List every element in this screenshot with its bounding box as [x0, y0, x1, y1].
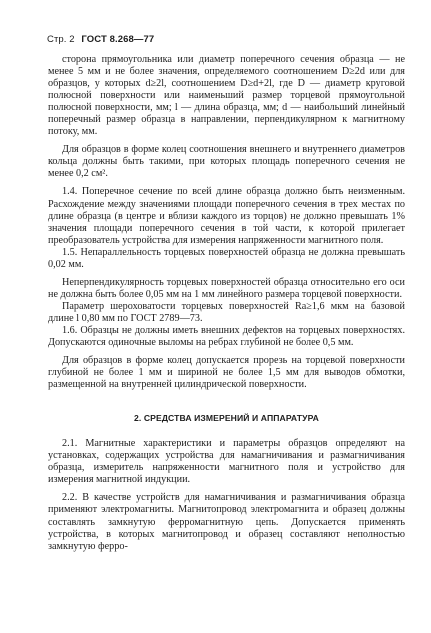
paragraph-1-4: 1.4. Поперечное сечение по всей длине образца должно быть неизменным. Расхождение между значениями площади поперечного сечения в трех местах по длине образца (в центре и вблизи каждого из торцов) не должно превышать 1% значения площади поперечного сечения в той части, к которой прилегает преобразователь устройства для измерения напряженности магнитного поля. — [48, 186, 405, 246]
paragraph-ring-samples: Для образцов в форме колец соотношения внешнего и внутреннего диаметров кольца должны быть такими, при которых площадь поперечного сечения не менее 0,2 см². — [48, 144, 405, 180]
paragraph-2-1: 2.1. Магнитные характеристики и параметры образцов определяют на установках, содержащих устройства для намагничивания и размагничивания образца, измеритель напряженности магнитного поля и устройство для измерения магнитной индукции. — [48, 438, 405, 486]
page-header — [47, 34, 405, 45]
page-number: Стр. 2 — [47, 34, 75, 45]
paragraph-2-2: 2.2. В качестве устройств для намагничивания и размагничивания образца применяют электромагниты. Магнитопровод электромагнита и образец должны составлять замкнутую ферромагнитную цепь. Допускается применять устройства, в которых магнитопровод и образец составляют неполностью замкнутую ферро- — [48, 492, 405, 552]
section-title: 2. СРЕДСТВА ИЗМЕРЕНИЙ И АППАРАТУРА — [134, 413, 319, 424]
paragraph-roughness: Параметр шероховатости торцевых поверхностей Ra≥1,6 мкм на базовой длине l 0,80 мм по ГОСТ 2789—73. — [48, 300, 405, 324]
paragraph-1-5: 1.5. Непараллельность торцевых поверхностей образца не должна превышать 0,02 мм. — [48, 246, 405, 270]
paragraph-sample-size: сторона прямоугольника или диаметр поперечного сечения образца — не менее 5 мм и не более значения, определяемого соотношением D≥2d или для образцов, у которых d≥2l, соотношением D≥d+2l, где D — диаметр круговой полюсной поверхности или наименьший размер торцевой прямоугольной полюсной поверхности, мм; l — длина образца, мм; d — наибольший линейный поперечный размер образца в направлении, перпендикулярном к магнитному потоку, мм. — [48, 54, 405, 138]
standard-code: ГОСТ 8.268—77 — [81, 34, 155, 45]
paragraph-ring-slot: Для образцов в форме колец допускается прорезь на торцевой поверхности глубиной не более 1 мм и шириной не более 1,5 мм для выводов обмотки, размещенной на внутренней цилиндрической поверхности. — [48, 355, 405, 391]
paragraph-perpendicularity: Неперпендикулярность торцевых поверхностей образца относительно его оси не должна быть более 0,05 мм на 1 мм линейного размера торцевой поверхности. — [48, 276, 405, 300]
paragraph-1-6: 1.6. Образцы не должны иметь внешних дефектов на торцевых поверхностях. Допускаются одиночные выломы на ребрах глубиной не более 0,5 мм. — [48, 324, 405, 349]
